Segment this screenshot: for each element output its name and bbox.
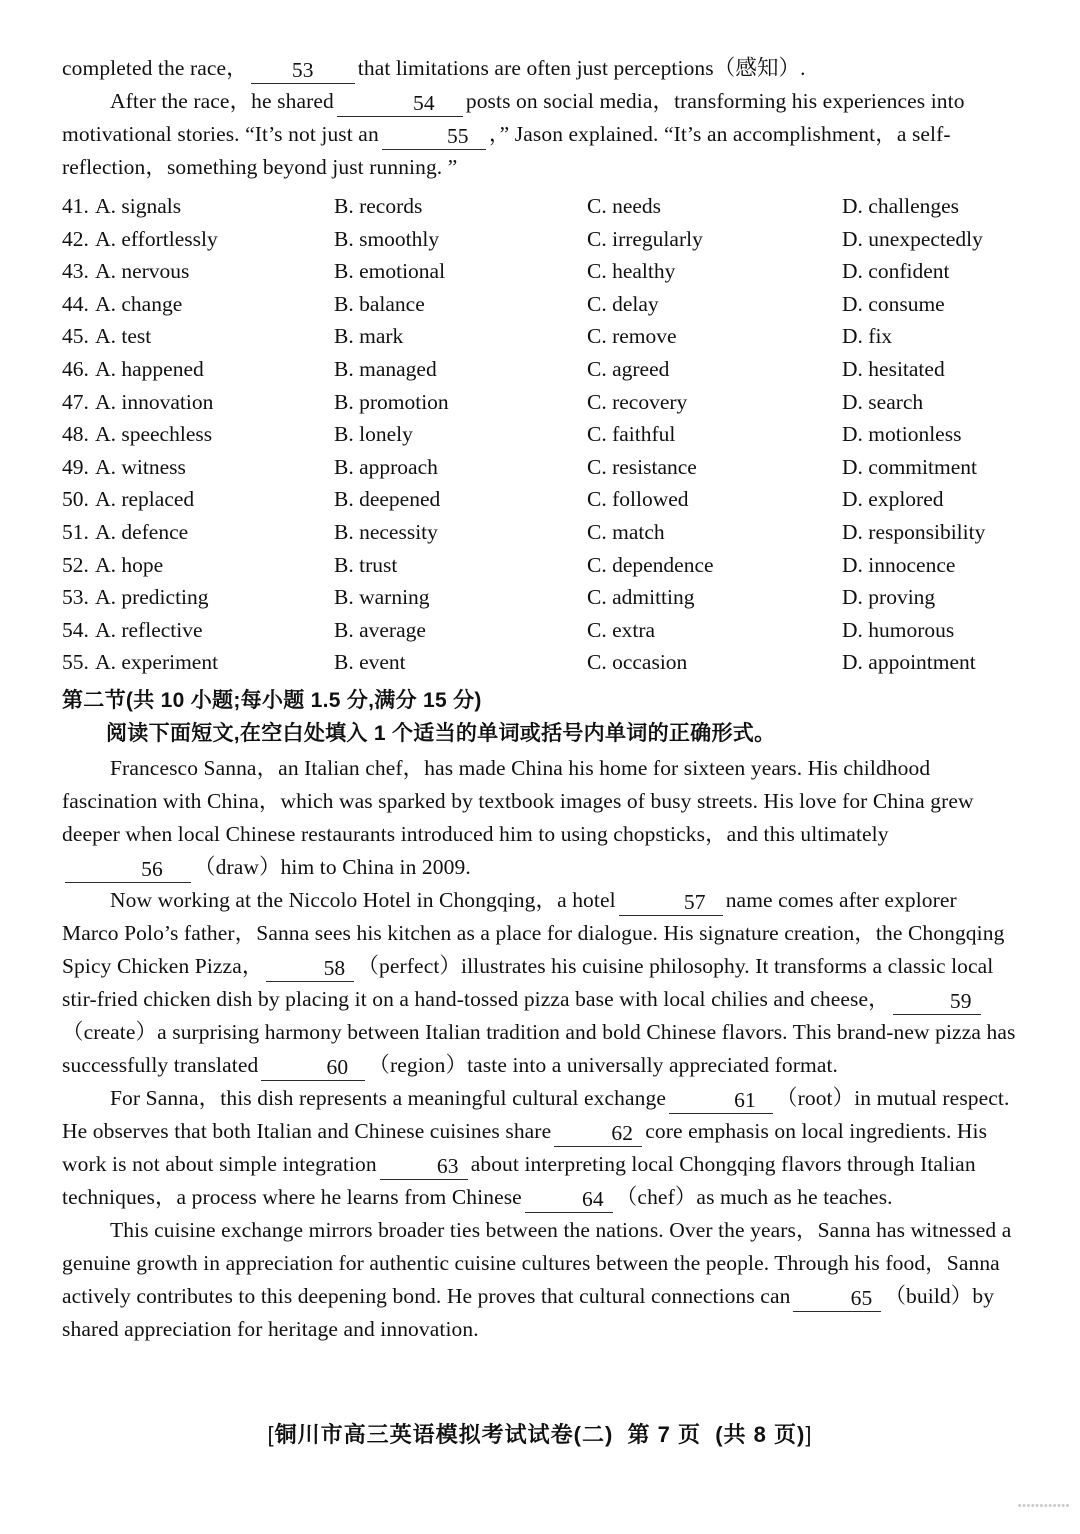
choice-label-d: D. — [842, 617, 863, 642]
choice-46-c-text: agreed — [612, 356, 670, 381]
choice-label-a: A. — [95, 389, 116, 414]
choice-42-c-text: irregularly — [612, 226, 703, 251]
choice-label-c: C. — [587, 259, 607, 284]
choice-41-option-a[interactable] — [62, 190, 181, 223]
passage-p4-seg-1: This cuisine exchange mirrors broader ties between the nations. Over the years，Sanna has witnessed a genuine growth in appreciation for authentic cuisine cultures between the people. Through his food，Sanna actively contributes to this deepening bond. He proves that cultural connections can — [62, 1217, 1012, 1308]
footer-total-pages: (共 8 页) — [715, 1422, 806, 1447]
passage-p2-seg-4: （create）a surprising harmony between Italian tradition and bold Chinese flavors. This brand-new pizza has successfully translated — [62, 1019, 1016, 1077]
choice-53-option-d[interactable] — [842, 581, 935, 614]
passage-p4-seg-2: （build）by shared appreciation for heritage and innovation. — [62, 1283, 995, 1341]
choice-42-d-text: unexpectedly — [868, 226, 983, 251]
choice-49-b-text: approach — [359, 454, 438, 479]
passage-p3-seg-1: For Sanna，this dish represents a meaningful cultural exchange — [110, 1085, 666, 1110]
choice-55-d-text: appointment — [868, 650, 976, 675]
choice-53-c-text: admitting — [612, 585, 695, 610]
choice-55-number: 55. — [62, 650, 89, 675]
blank-56[interactable]: 56 — [65, 856, 191, 883]
choice-row-47[interactable] — [62, 386, 1018, 419]
choice-43-option-c[interactable] — [587, 255, 675, 288]
choice-label-b: B. — [334, 226, 354, 251]
choice-48-option-a[interactable] — [62, 418, 212, 451]
choice-label-d: D. — [842, 259, 863, 284]
choice-label-b: B. — [334, 487, 354, 512]
choice-42-option-d[interactable] — [842, 223, 983, 256]
choice-41-b-text: records — [359, 194, 423, 218]
choice-label-a: A. — [95, 585, 116, 610]
choice-label-d: D. — [842, 519, 863, 544]
choice-row-55[interactable] — [62, 646, 1018, 679]
choice-52-c-text: dependence — [612, 552, 714, 577]
choice-label-a: A. — [95, 552, 116, 577]
choice-51-option-a[interactable] — [62, 516, 188, 549]
choice-47-option-b[interactable] — [334, 386, 449, 419]
choice-46-option-c[interactable] — [587, 353, 669, 386]
choice-label-a: A. — [95, 291, 116, 316]
cloze-tail-p2-seg-2: posts on social media，transforming his experiences into motivational stories. “It’s not just an — [62, 89, 965, 146]
choice-46-a-text: happened — [121, 356, 204, 381]
choice-label-c: C. — [587, 356, 607, 381]
choice-46-option-a[interactable] — [62, 353, 204, 386]
choice-label-c: C. — [587, 552, 607, 577]
blank-60[interactable]: 60 — [261, 1054, 365, 1081]
choice-label-a: A. — [95, 194, 116, 218]
choice-42-option-b[interactable] — [334, 223, 439, 256]
blank-63[interactable]: 63 — [380, 1153, 468, 1180]
choice-label-b: B. — [334, 650, 354, 675]
choice-49-c-text: resistance — [612, 454, 697, 479]
passage-p1-seg-1: Francesco Sanna，an Italian chef，has made China his home for sixteen years. His childhood fascination with China，which was sparked by textbook images of busy streets. His love for China grew deeper when local Chinese restaurants introduced him to using chopsticks，and this ultimately — [62, 755, 974, 846]
choice-label-c: C. — [587, 487, 607, 512]
choice-43-option-d[interactable] — [842, 255, 949, 288]
choice-row-43[interactable] — [62, 255, 1018, 288]
choice-label-b: B. — [334, 552, 354, 577]
footer-page-number: 第 7 页 — [627, 1422, 701, 1447]
choice-52-option-b[interactable] — [334, 549, 397, 582]
choice-47-d-text: search — [868, 389, 924, 414]
choice-43-option-a[interactable] — [62, 255, 189, 288]
choice-52-b-text: trust — [359, 552, 398, 577]
choice-label-a: A. — [95, 226, 116, 251]
choice-47-b-text: promotion — [359, 389, 449, 414]
choice-50-number: 50. — [62, 487, 89, 512]
choice-41-d-text: challenges — [868, 194, 960, 218]
choice-54-d-text: humorous — [868, 617, 955, 642]
choice-41-option-d[interactable] — [842, 190, 959, 223]
choice-45-number: 45. — [62, 324, 89, 349]
blank-59[interactable]: 59 — [893, 988, 981, 1015]
choice-52-option-a[interactable] — [62, 549, 163, 582]
choice-54-option-b[interactable] — [334, 614, 426, 647]
choice-51-option-d[interactable] — [842, 516, 985, 549]
choice-row-52[interactable] — [62, 549, 1018, 582]
cloze-tail-paragraph-2 — [62, 85, 1018, 184]
choice-50-b-text: deepened — [359, 487, 441, 512]
choice-row-48[interactable] — [62, 418, 1018, 451]
choice-44-d-text: consume — [868, 291, 945, 316]
section-two-heading: 第二节(共 10 小题;每小题 1.5 分,满分 15 分) — [62, 688, 482, 712]
choice-44-option-d[interactable] — [842, 288, 945, 321]
choice-label-d: D. — [842, 487, 863, 512]
choice-47-option-d[interactable] — [842, 386, 923, 419]
choice-row-54[interactable] — [62, 614, 1018, 647]
choice-label-b: B. — [334, 259, 354, 284]
choice-row-45[interactable] — [62, 320, 1018, 353]
passage-p2-seg-1: Now working at the Niccolo Hotel in Chongqing，a hotel — [110, 887, 616, 912]
choice-label-c: C. — [587, 617, 607, 642]
blank-54[interactable]: 54 — [337, 90, 463, 117]
passage-p3-seg-5: （chef）as much as he teaches. — [615, 1184, 893, 1209]
footer-open-bracket: [ — [267, 1422, 275, 1447]
choice-51-d-text: responsibility — [868, 519, 986, 544]
choice-label-c: C. — [587, 585, 607, 610]
choice-label-d: D. — [842, 454, 863, 479]
choice-50-a-text: replaced — [121, 487, 195, 512]
multiple-choice-list — [62, 190, 1018, 679]
choice-44-c-text: delay — [612, 291, 659, 316]
choice-43-a-text: nervous — [121, 259, 190, 284]
choice-43-number: 43. — [62, 259, 89, 284]
passage-p2-seg-3: （perfect）illustrates his cuisine philosophy. It transforms a classic local stir-fried chicken dish by placing it on a hand-tossed pizza base with local chilies and cheese， — [62, 953, 994, 1011]
choice-47-c-text: recovery — [612, 389, 688, 414]
footer-exam-title: 铜川市高三英语模拟考试试卷(二) — [274, 1422, 614, 1447]
choice-label-c: C. — [587, 291, 607, 316]
passage-p3-seg-2: （root）in mutual respect. He observes that both Italian and Chinese cuisines share — [62, 1085, 1010, 1143]
choice-label-d: D. — [842, 585, 863, 610]
choice-48-c-text: faithful — [612, 422, 676, 447]
choice-41-option-b[interactable] — [334, 190, 422, 223]
choice-label-c: C. — [587, 454, 607, 479]
choice-52-a-text: hope — [121, 552, 164, 577]
choice-row-44[interactable] — [62, 288, 1018, 321]
choice-45-option-a[interactable] — [62, 320, 151, 353]
blank-58[interactable]: 58 — [266, 955, 354, 982]
passage-paragraph-2 — [62, 884, 1018, 1082]
choice-48-number: 48. — [62, 422, 89, 447]
choice-54-c-text: extra — [612, 617, 656, 642]
choice-label-c: C. — [587, 389, 607, 414]
passage-paragraph-3 — [62, 1082, 1018, 1214]
choice-46-option-b[interactable] — [334, 353, 437, 386]
choice-55-a-text: experiment — [121, 650, 219, 675]
choice-label-c: C. — [587, 422, 607, 447]
choice-42-number: 42. — [62, 226, 89, 251]
choice-label-b: B. — [334, 356, 354, 381]
page-footer — [0, 1418, 1080, 1449]
choice-51-b-text: necessity — [359, 519, 438, 544]
choice-row-53[interactable] — [62, 581, 1018, 614]
choice-52-option-c[interactable] — [587, 549, 714, 582]
choice-43-option-b[interactable] — [334, 255, 445, 288]
choice-45-option-b[interactable] — [334, 320, 403, 353]
choice-55-b-text: event — [359, 650, 406, 675]
choice-label-a: A. — [95, 650, 116, 675]
choice-54-b-text: average — [359, 617, 426, 642]
choice-label-b: B. — [334, 617, 354, 642]
choice-label-b: B. — [334, 324, 354, 349]
choice-46-d-text: hesitated — [868, 356, 945, 381]
choice-row-42[interactable] — [62, 223, 1018, 256]
page-content — [62, 52, 1018, 1346]
choice-55-option-b[interactable] — [334, 646, 406, 679]
choice-label-b: B. — [334, 519, 354, 544]
choice-label-a: A. — [95, 454, 116, 479]
choice-label-d: D. — [842, 552, 863, 577]
choice-row-41[interactable] — [62, 190, 1018, 223]
choice-51-a-text: defence — [121, 519, 189, 544]
choice-45-c-text: remove — [612, 324, 677, 349]
choice-label-d: D. — [842, 194, 863, 218]
blank-57[interactable]: 57 — [619, 889, 723, 916]
choice-49-option-a[interactable] — [62, 451, 186, 484]
choice-51-c-text: match — [612, 519, 665, 544]
choice-50-option-b[interactable] — [334, 483, 440, 516]
choice-51-option-b[interactable] — [334, 516, 438, 549]
choice-49-number: 49. — [62, 454, 89, 479]
passage-p2-seg-2: name comes after explorer Marco Polo’s father，Sanna sees his kitchen as a place for dialogue. His signature creation，the Chongqing Spicy Chicken Pizza， — [62, 887, 1005, 978]
choice-48-option-b[interactable] — [334, 418, 413, 451]
choice-41-a-text: signals — [121, 194, 182, 218]
choice-55-option-d[interactable] — [842, 646, 976, 679]
choice-51-number: 51. — [62, 519, 89, 544]
choice-label-a: A. — [95, 617, 116, 642]
choice-47-option-a[interactable] — [62, 386, 213, 419]
choice-54-number: 54. — [62, 617, 89, 642]
choice-48-a-text: speechless — [121, 422, 213, 447]
blank-55[interactable]: 55 — [382, 123, 486, 150]
choice-41-option-c[interactable] — [587, 190, 661, 223]
scan-watermark: •••••••••••• — [1017, 1500, 1070, 1512]
cloze-tail-p2-seg-3: ，” Jason explained. “It’s an accomplishment，a self-reflection，something beyond just running. ” — [62, 122, 951, 179]
choice-label-a: A. — [95, 356, 116, 381]
passage-p2-seg-5: （region）taste into a universally appreciated format. — [368, 1052, 839, 1077]
choice-53-number: 53. — [62, 585, 89, 610]
choice-53-a-text: predicting — [121, 585, 209, 610]
choice-42-a-text: effortlessly — [121, 226, 218, 251]
choice-44-option-c[interactable] — [587, 288, 659, 321]
choice-52-d-text: innocence — [868, 552, 956, 577]
choice-52-number: 52. — [62, 552, 89, 577]
choice-46-option-d[interactable] — [842, 353, 945, 386]
choice-label-b: B. — [334, 291, 354, 316]
choice-45-a-text: test — [121, 324, 152, 349]
choice-44-a-text: change — [121, 291, 183, 316]
choice-label-d: D. — [842, 356, 863, 381]
choice-label-d: D. — [842, 650, 863, 675]
passage-paragraph-1 — [62, 752, 1018, 884]
cloze-tail-text-after: that limitations are often just perceptions（感知）. — [357, 56, 806, 80]
choice-label-a: A. — [95, 324, 116, 349]
choice-53-d-text: proving — [868, 585, 936, 610]
choice-50-option-a[interactable] — [62, 483, 194, 516]
blank-64[interactable]: 64 — [525, 1186, 613, 1213]
choice-49-a-text: witness — [121, 454, 186, 479]
choice-51-option-c[interactable] — [587, 516, 665, 549]
choice-44-option-b[interactable] — [334, 288, 425, 321]
choice-label-a: A. — [95, 487, 116, 512]
choice-row-49[interactable] — [62, 451, 1018, 484]
choice-42-option-c[interactable] — [587, 223, 703, 256]
choice-48-d-text: motionless — [868, 422, 962, 447]
choice-45-b-text: mark — [359, 324, 404, 349]
choice-43-b-text: emotional — [359, 259, 446, 284]
choice-44-b-text: balance — [359, 291, 425, 316]
choice-54-option-d[interactable] — [842, 614, 954, 647]
choice-54-option-c[interactable] — [587, 614, 655, 647]
passage-p3-seg-4: about interpreting local Chongqing flavors through Italian techniques，a process where he learns from Chinese — [62, 1151, 976, 1209]
choice-48-option-c[interactable] — [587, 418, 675, 451]
blank-61[interactable]: 61 — [669, 1087, 773, 1114]
choice-label-c: C. — [587, 324, 607, 349]
choice-50-c-text: followed — [612, 487, 689, 512]
choice-48-b-text: lonely — [359, 422, 413, 447]
choice-41-number: 41. — [62, 194, 89, 218]
choice-label-c: C. — [587, 650, 607, 675]
choice-label-c: C. — [587, 194, 607, 218]
choice-54-option-a[interactable] — [62, 614, 203, 647]
passage-paragraph-4 — [62, 1214, 1018, 1346]
choice-label-d: D. — [842, 389, 863, 414]
section-two-instruction: 阅读下面短文,在空白处填入 1 个适当的单词或括号内单词的正确形式。 — [106, 721, 776, 745]
choice-53-option-c[interactable] — [587, 581, 695, 614]
choice-45-option-c[interactable] — [587, 320, 677, 353]
choice-44-option-a[interactable] — [62, 288, 182, 321]
choice-label-a: A. — [95, 422, 116, 447]
choice-53-b-text: warning — [359, 585, 430, 610]
choice-49-option-c[interactable] — [587, 451, 697, 484]
choice-50-option-d[interactable] — [842, 483, 944, 516]
blank-53[interactable]: 53 — [251, 57, 355, 84]
choice-47-number: 47. — [62, 389, 89, 414]
choice-45-d-text: fix — [868, 324, 893, 349]
choice-44-number: 44. — [62, 291, 89, 316]
choice-53-option-b[interactable] — [334, 581, 430, 614]
choice-label-c: C. — [587, 519, 607, 544]
cloze-tail-text-before: completed the race， — [62, 56, 248, 80]
choice-label-c: C. — [587, 226, 607, 251]
choice-label-d: D. — [842, 324, 863, 349]
choice-53-option-a[interactable] — [62, 581, 209, 614]
blank-62[interactable]: 62 — [554, 1120, 642, 1147]
choice-55-option-c[interactable] — [587, 646, 687, 679]
choice-label-b: B. — [334, 422, 354, 447]
choice-52-option-d[interactable] — [842, 549, 955, 582]
blank-65[interactable]: 65 — [793, 1285, 881, 1312]
choice-42-b-text: smoothly — [359, 226, 440, 251]
choice-label-d: D. — [842, 422, 863, 447]
choice-row-50[interactable] — [62, 483, 1018, 516]
choice-label-a: A. — [95, 519, 116, 544]
choice-55-c-text: occasion — [612, 650, 688, 675]
choice-46-number: 46. — [62, 356, 89, 381]
choice-label-d: D. — [842, 291, 863, 316]
choice-label-a: A. — [95, 259, 116, 284]
choice-49-option-d[interactable] — [842, 451, 977, 484]
passage-p1-seg-2: （draw）him to China in 2009. — [194, 854, 471, 879]
choice-47-option-c[interactable] — [587, 386, 687, 419]
choice-label-b: B. — [334, 389, 354, 414]
choice-47-a-text: innovation — [121, 389, 214, 414]
footer-close-bracket: ] — [805, 1422, 813, 1447]
choice-label-b: B. — [334, 585, 354, 610]
choice-46-b-text: managed — [359, 356, 437, 381]
choice-label-b: B. — [334, 454, 354, 479]
choice-label-d: D. — [842, 226, 863, 251]
cloze-tail-line-1 — [62, 52, 1018, 85]
choice-49-d-text: commitment — [868, 454, 977, 479]
choice-43-c-text: healthy — [612, 259, 676, 284]
choice-49-option-b[interactable] — [334, 451, 438, 484]
choice-54-a-text: reflective — [121, 617, 203, 642]
choice-41-c-text: needs — [612, 194, 662, 218]
choice-48-option-d[interactable] — [842, 418, 961, 451]
choice-label-b: B. — [334, 194, 354, 218]
choice-row-46[interactable] — [62, 353, 1018, 386]
choice-45-option-d[interactable] — [842, 320, 892, 353]
choice-50-d-text: explored — [868, 487, 944, 512]
choice-55-option-a[interactable] — [62, 646, 218, 679]
choice-50-option-c[interactable] — [587, 483, 689, 516]
choice-42-option-a[interactable] — [62, 223, 218, 256]
choice-43-d-text: confident — [868, 259, 950, 284]
choice-row-51[interactable] — [62, 516, 1018, 549]
cloze-tail-p2-seg-1: After the race，he shared — [110, 89, 334, 113]
passage-p3-seg-3: core emphasis on local ingredients. His work is not about simple integration — [62, 1118, 988, 1176]
